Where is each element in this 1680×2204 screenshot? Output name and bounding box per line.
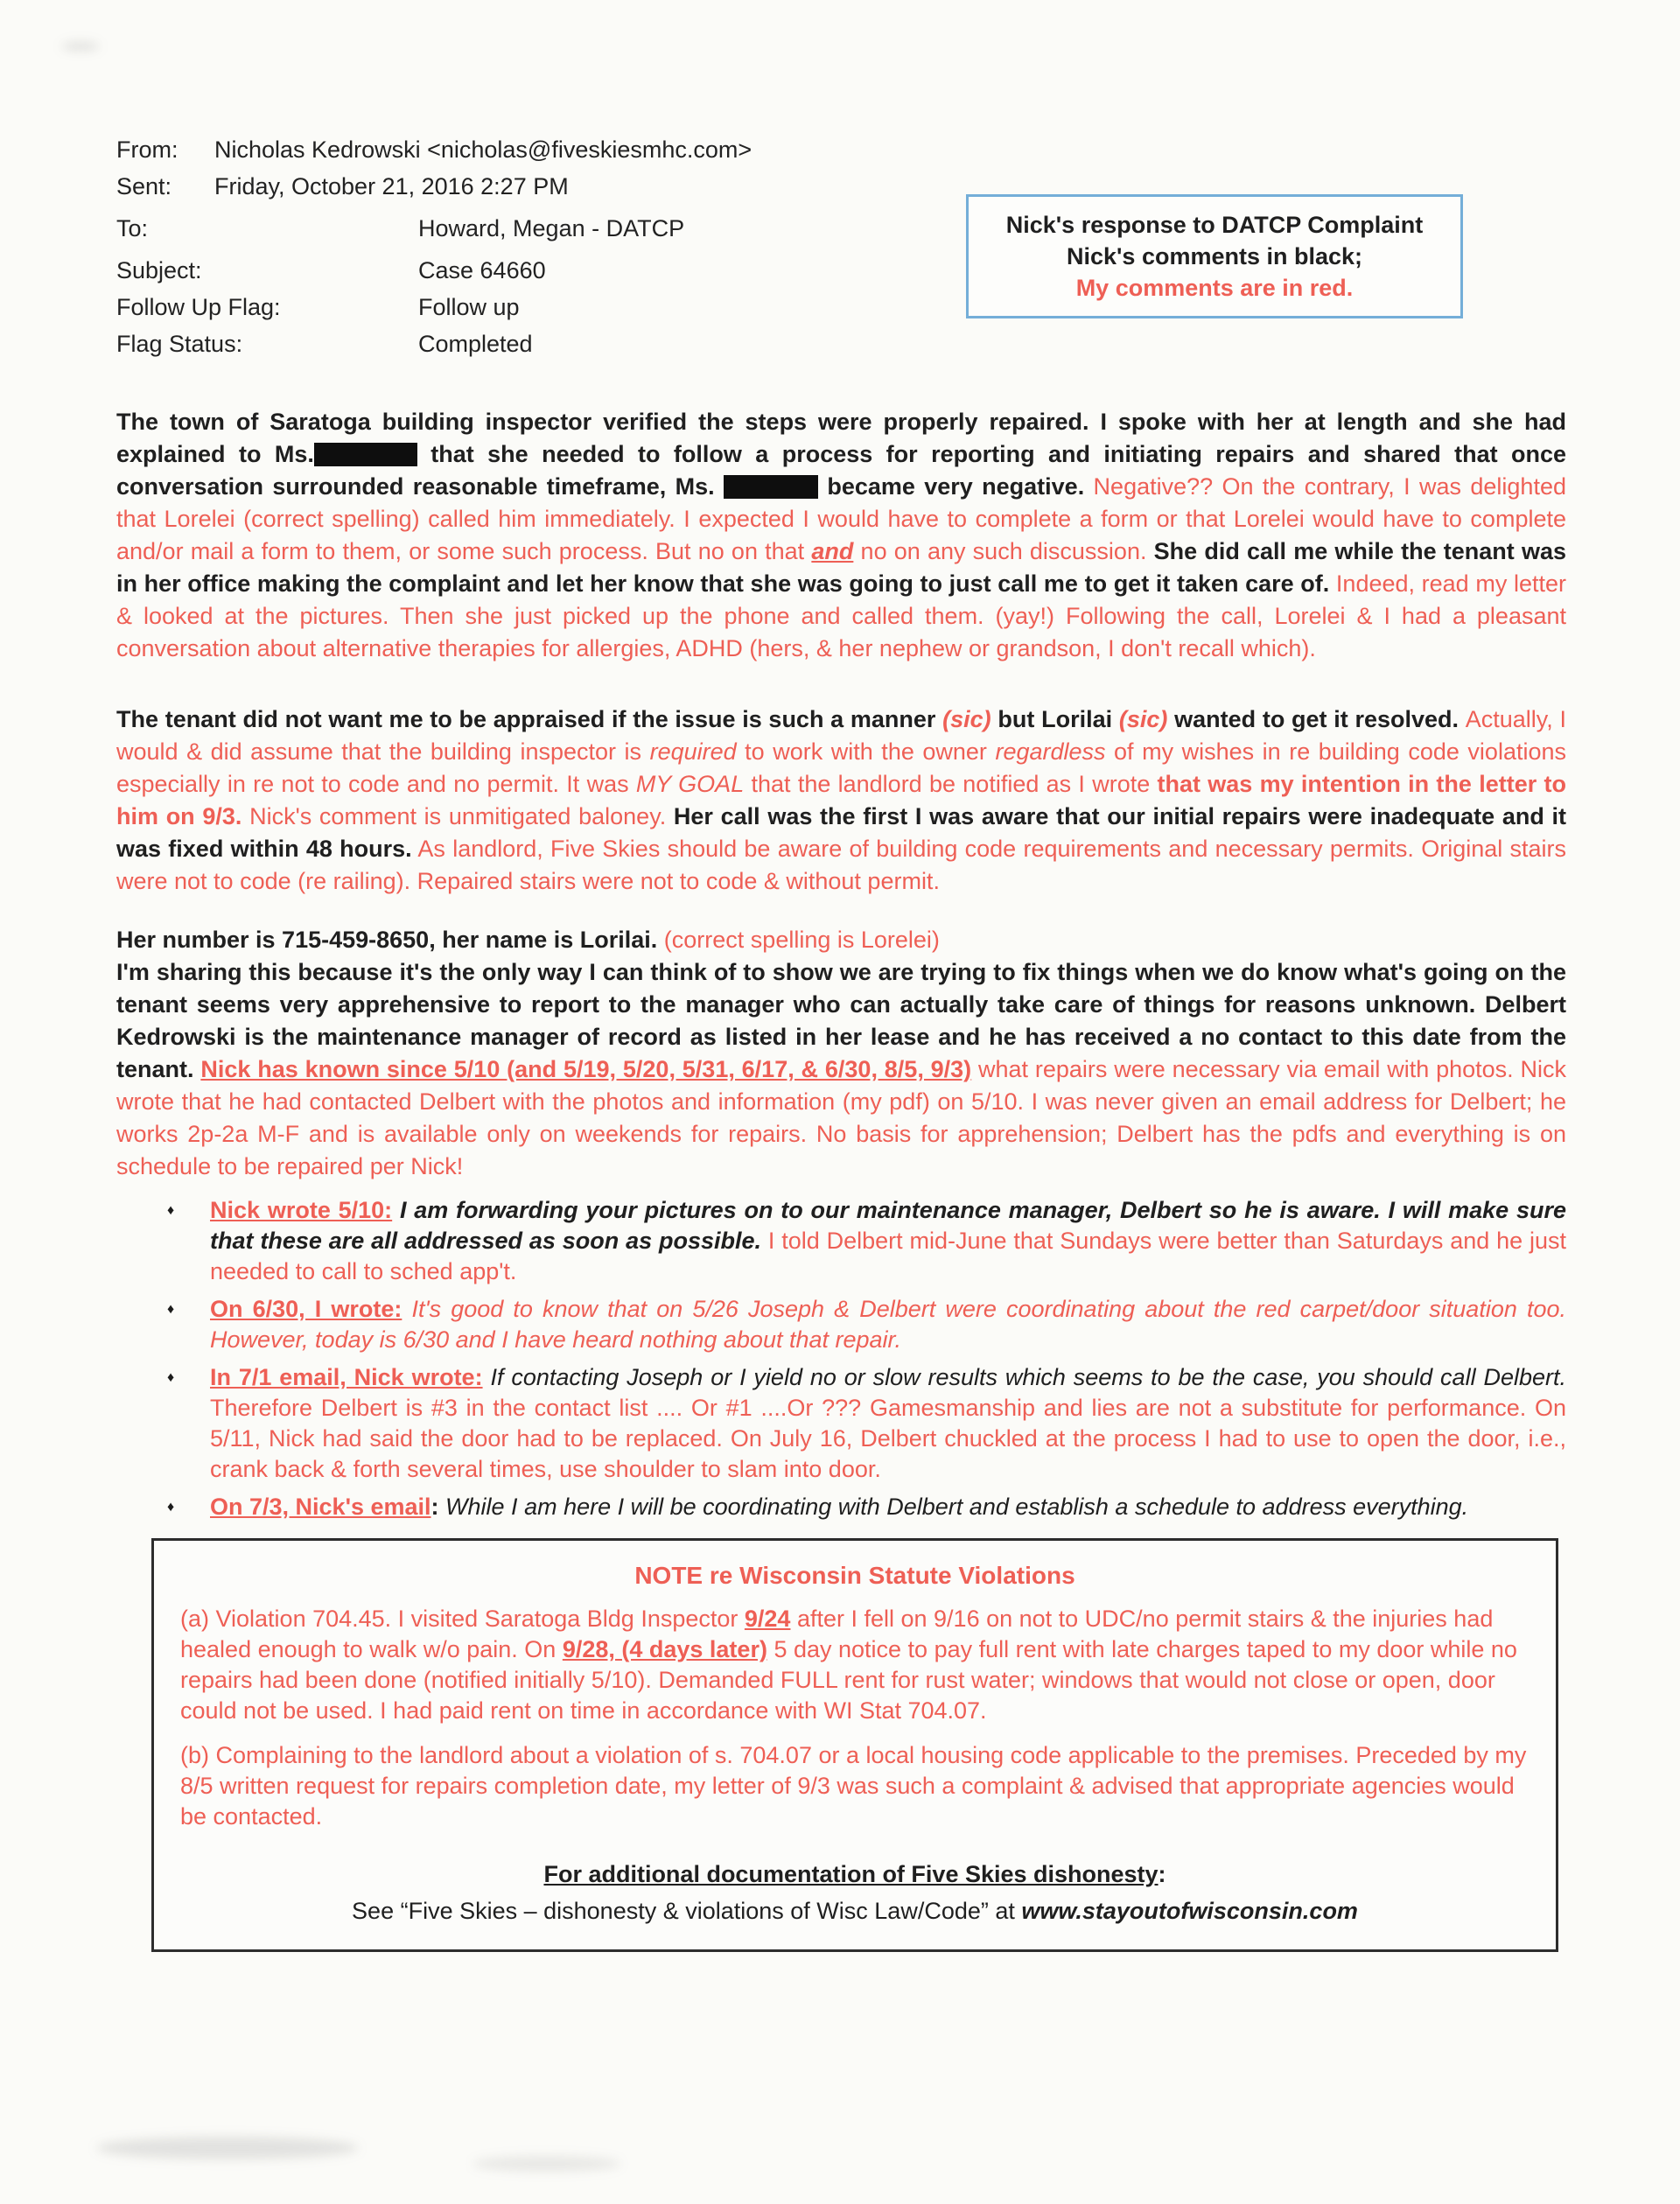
text-run: See “Five Skies – dishonesty & violations of Wisc Law/Code” at — [352, 1898, 1022, 1924]
text-run: 9/28, (4 days later) — [562, 1636, 767, 1662]
text-run: Nick's response to DATCP Complaint — [1005, 212, 1424, 238]
text-run: no on any such discussion. — [853, 538, 1154, 564]
note-box-paragraphs — [180, 1604, 1530, 1832]
note-box-paragraph — [180, 1604, 1530, 1726]
header-field-label: Flag Status: — [116, 331, 243, 357]
text-run: NOTE re Wisconsin Statute Violations — [634, 1562, 1075, 1589]
text-run: The tenant did not want me to be appraised if the issue is such a manner — [116, 706, 943, 732]
bullet-item — [167, 1294, 1566, 1355]
text-run: Nick's comment is unmitigated baloney. — [242, 803, 674, 829]
note-box-footer-line — [180, 1895, 1530, 1927]
bullet-text — [210, 1362, 1566, 1485]
text-run: If contacting Joseph or I yield no or slow results which seems to be the case, you should call Delbert. — [482, 1364, 1566, 1390]
header-field — [116, 131, 1566, 168]
text-run: I am forwarding your pictures on to our maintenance manager, Delbert so he is aware. I will make sure that these are all addressed as soon as possible. — [210, 1197, 1566, 1254]
header-field-value: Friday, October 21, 2016 2:27 PM — [214, 173, 569, 199]
text-run: : — [1158, 1861, 1166, 1887]
scan-artifact — [96, 2137, 359, 2159]
header-field-label: To: — [116, 215, 149, 241]
bullet-diamond-icon: ♦ — [167, 1370, 175, 1385]
header-field-label: Subject: — [116, 257, 202, 283]
body-paragraph — [116, 956, 1566, 1183]
text-run: what repairs were necessary via email with photos. Nick wrote that he had contacted Delbert with the photos and information (my pdf) on 5/10. I was never given an email address for Delbert; he works 2p-2a M-F and is available only on weekends for repairs. No basis for apprehension; Delbert has the pdfs and everything is on schedule to be repaired per Nick! — [116, 1056, 1566, 1179]
bullet-item — [167, 1362, 1566, 1485]
text-run: www.stayoutofwisconsin.com — [1021, 1898, 1358, 1924]
redaction-bar — [724, 475, 818, 499]
text-run: (b) Complaining to the landlord about a violation of s. 704.07 or a local housing code applicable to the premises. Preceded by my 8/5 written request for repairs completion date, my letter of 9/3 was such a complaint & advised that appropriate agencies would be contacted. — [180, 1742, 1527, 1830]
email-body — [116, 406, 1566, 1183]
body-paragraph — [116, 703, 1566, 898]
text-run: of my wishes in re building code violations especially in re not to code and no permit. It was — [116, 738, 1566, 797]
text-run: Her call was the first I was aware that our initial repairs were inadequate and it was fixed within 48 hours. — [116, 803, 1567, 862]
text-run: after I fell on 9/16 on not to UDC/no permit stairs & the injuries had healed enough to walk w/o pain. On — [180, 1606, 1494, 1662]
text-run: As landlord, Five Skies should be aware of building code requirements and necessary permits. Original stairs were not to code (re railing). Repaired stairs were not to code & without permit. — [116, 836, 1567, 894]
header-field-value: Howard, Megan - DATCP — [418, 215, 685, 241]
text-run: MY GOAL — [635, 771, 745, 797]
text-run: to work with the owner — [736, 738, 996, 765]
text-run: (sic) — [1118, 706, 1168, 732]
body-paragraph — [116, 924, 1566, 956]
text-run: Actually, I would & did assume that the building inspector is — [116, 706, 1566, 765]
text-run: required — [649, 738, 737, 765]
bullet-diamond-icon: ♦ — [167, 1203, 175, 1218]
text-run: became very negative. — [817, 473, 1085, 500]
text-run: but Lorilai — [990, 706, 1119, 732]
text-run: that she needed to follow a process for reporting and initiating repairs and shared that once conversation surrounded reasonable timeframe, Ms. — [116, 441, 1566, 500]
text-run: On 7/3, Nick's email — [210, 1494, 431, 1520]
text-run: that the landlord be notified as I wrote — [744, 771, 1158, 797]
header-field — [116, 210, 1566, 247]
redaction-bar — [314, 443, 417, 466]
text-run: (correct spelling is Lorelei) — [663, 927, 940, 953]
text-run: Negative?? On the contrary, I was delighted that Lorelei (correct spelling) called him immediately. I expected I would have to complete a form or that Lorelei would have to complete and/or mail a form to them, or some such process. But no on that — [116, 473, 1566, 564]
text-run: regardless — [995, 738, 1106, 765]
text-run: The town of Saratoga building inspector verified the steps were properly repaired. I spoke with her at length and she had explained to Ms. — [116, 409, 1566, 467]
scan-artifact — [472, 2156, 621, 2172]
text-run: (sic) — [942, 706, 991, 732]
bullet-text — [210, 1195, 1566, 1287]
bullet-list — [116, 1195, 1566, 1522]
text-run: On 6/30, I wrote: — [210, 1296, 402, 1322]
bullet-text — [210, 1492, 1566, 1522]
note-box-paragraph — [180, 1740, 1530, 1832]
header-field-label: From: — [116, 136, 178, 163]
text-run: I'm sharing this because it's the only way I can think of to show we are trying to fix things when we do know what's going on the tenant seems very apprehensive to report to the manager who can actually take care of things for reasons unknown. Delbert Kedrowski is the maintenance manager of record as listed in her lease and he has received a no contact to this date from the tenant. — [116, 959, 1566, 1082]
text-run: wanted to get it resolved. — [1167, 706, 1466, 732]
header-field — [116, 168, 1566, 205]
text-run: For additional documentation of Five Skies dishonesty — [543, 1861, 1158, 1887]
header-field-value: Follow up — [418, 294, 520, 320]
text-run: : — [430, 1494, 446, 1520]
text-run: that was my intention in the letter to him on 9/3. — [116, 771, 1566, 829]
bullet-text — [210, 1294, 1566, 1355]
header-field-value: Case 64660 — [418, 257, 546, 283]
header-field — [116, 252, 1566, 289]
bullet-item — [167, 1492, 1566, 1522]
header-field-value: Nicholas Kedrowski <nicholas@fiveskiesmhc.com> — [214, 136, 752, 163]
text-run: I told Delbert mid-June that Sundays were better than Saturdays and he just needed to call to sched app't. — [210, 1228, 1566, 1284]
note-box-footer — [180, 1858, 1530, 1927]
bullet-diamond-icon: ♦ — [167, 1500, 175, 1515]
document-content — [116, 131, 1566, 1952]
text-run: She did call me while the tenant was in her office making the complaint and let her know that she was going to just call me to get it taken care of. — [116, 538, 1567, 597]
text-run: Nick's comments in black; — [1066, 243, 1363, 269]
text-run: 9/24 — [744, 1606, 791, 1632]
text-run: and — [811, 538, 854, 564]
text-run: Indeed, read my letter & looked at the pictures. Then she just picked up the phone and called them. (yay!) Following the call, Lorelei & I had a pleasant conversation about alternative therapies for allergies, ADHD (hers, & her nephew or grandson, I don't recall which). — [116, 570, 1566, 661]
text-run: Nick has known since 5/10 (and 5/19, 5/20, 5/31, 6/17, & 6/30, 8/5, 9/3) — [200, 1056, 972, 1082]
text-run: Nick wrote 5/10: — [210, 1197, 393, 1223]
header-field-value: Completed — [418, 331, 533, 357]
text-run: Her number is 715-459-8650, her name is Lorilai. — [116, 927, 664, 953]
scan-artifact — [61, 42, 100, 51]
note-box — [151, 1538, 1558, 1952]
text-run: (a) Violation 704.45. I visited Saratoga Bldg Inspector — [180, 1606, 745, 1632]
text-run: My comments are in red. — [1075, 275, 1354, 301]
bullet-item — [167, 1195, 1566, 1287]
header-field-label: Sent: — [116, 173, 172, 199]
header-field — [116, 325, 1566, 362]
text-run: Therefore Delbert is #3 in the contact list .... Or #1 ....Or ??? Gamesmanship and lies are not a substitute for performance. On 5/11, Nick had said the door had to be replaced. On July 16, Delbert chuckled at the process I had to use to open the door, i.e., crank back & forth several times, use shoulder to slam into door. — [210, 1395, 1566, 1482]
header-field-label: Follow Up Flag: — [116, 294, 281, 320]
text-run: 5 day notice to pay full rent with late charges taped to my door while no repairs had been done (notified initially 5/10). Demanded FULL rent for rust water; windows that would not close or open, door could not be used. I had paid rent on time in accordance with WI Stat 704.07. — [180, 1636, 1517, 1724]
note-box-title — [180, 1560, 1530, 1592]
email-header — [116, 131, 1566, 362]
note-box-footer-line — [180, 1858, 1530, 1890]
bullet-diamond-icon: ♦ — [167, 1302, 175, 1317]
text-run: It's good to know that on 5/26 Joseph & Delbert were coordinating about the red carpet/door situation too. However, today is 6/30 and I have heard nothing about that repair. — [210, 1296, 1566, 1353]
body-paragraph — [116, 406, 1566, 665]
text-run: In 7/1 email, Nick wrote: — [210, 1364, 483, 1390]
text-run: While I am here I will be coordinating with Delbert and establish a schedule to address everything. — [445, 1494, 1469, 1520]
header-field — [116, 289, 1566, 325]
